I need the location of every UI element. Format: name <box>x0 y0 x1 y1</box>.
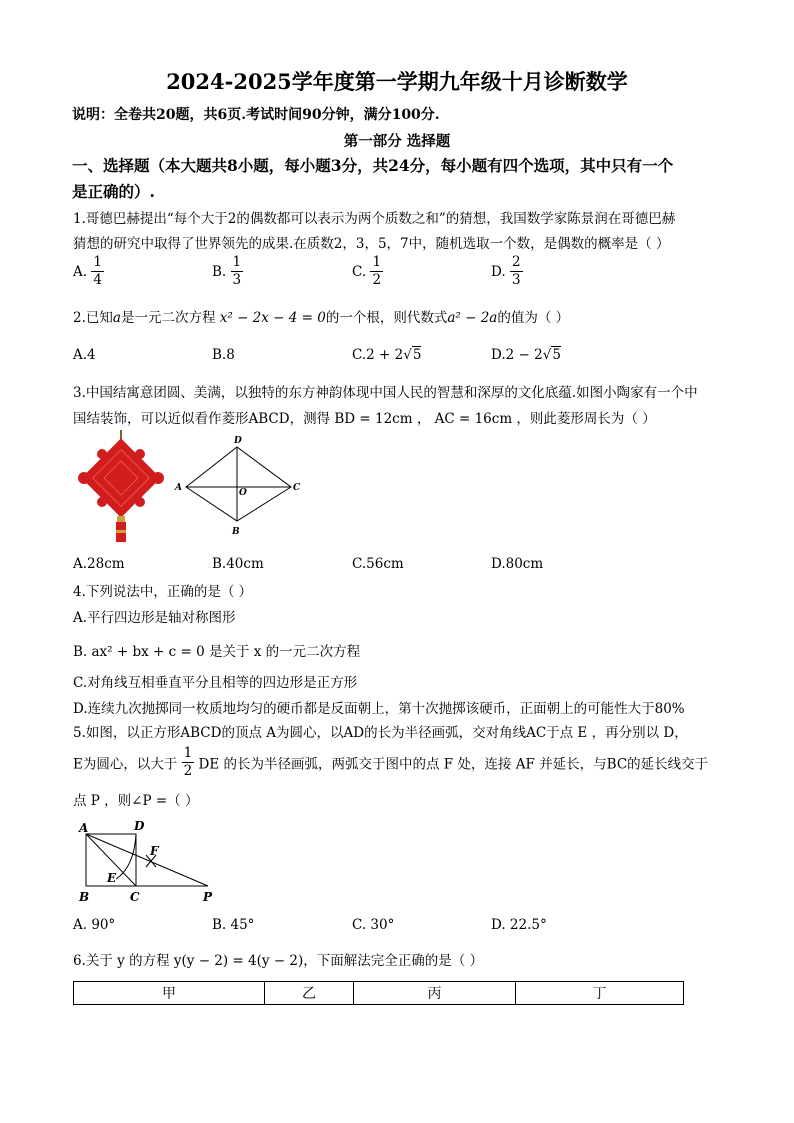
fraction <box>91 254 104 289</box>
fraction <box>231 254 244 289</box>
part-heading: 第一部分 选择题 <box>343 133 451 150</box>
table-header-ding: 丁 <box>516 982 684 1005</box>
radicand: 5 <box>412 347 422 363</box>
option-text: C.2 + 2 <box>352 347 404 363</box>
q6-stem: 6.关于 y 的方程 y(y − 2) = 4(y − 2)，下面解法完全正确的是（ ） <box>73 953 484 969</box>
table-header-jia: 甲 <box>74 982 265 1005</box>
q2-options <box>73 347 773 369</box>
q4-option-c: C.对角线互相垂直平分且相等的四边形是正方形 <box>73 675 358 691</box>
q5-stem-line2 <box>73 745 708 781</box>
point-label-c: C <box>293 483 301 493</box>
expression: a² − 2a <box>447 310 498 326</box>
point-label-c: C <box>130 890 140 904</box>
q5-stem-line3: 点 P ，则∠P =（ ） <box>73 793 199 809</box>
fraction <box>370 254 383 289</box>
table-row <box>74 982 684 1005</box>
q1-options <box>73 254 773 294</box>
point-label-e: E <box>107 871 117 885</box>
exam-note: 说明：全卷共20题，共6页.考试时间90分钟，满分100分. <box>72 107 440 123</box>
numerator: 1 <box>183 745 193 761</box>
text: E为圆心，以大于 <box>73 756 178 773</box>
section-heading-line1: 一、选择题（本大题共8小题，每小题3分，共24分，每小题有四个选项，其中只有一个 <box>72 156 674 175</box>
chinese-knot-image <box>78 430 164 542</box>
q4-option-a: A.平行四边形是轴对称图形 <box>73 610 236 626</box>
point-label-a: A <box>79 821 89 835</box>
q3-option-a: A.28cm <box>73 556 125 572</box>
option-text: D.2 − 2 <box>491 347 543 363</box>
point-label-b: B <box>232 527 240 537</box>
denominator: 2 <box>183 763 193 779</box>
section-heading-line2: 是正确的）. <box>72 182 155 201</box>
text: 2.已知 <box>73 310 113 326</box>
fraction <box>510 254 523 289</box>
q1-option-c <box>352 254 383 289</box>
point-label-f: F <box>150 844 159 858</box>
q5-option-b: B. 45° <box>212 917 255 933</box>
numerator: 1 <box>372 254 382 270</box>
denominator: 3 <box>232 272 242 288</box>
q5-stem-line1: 5.如图，以正方形ABCD的顶点 A为圆心，以AD的长为半径画弧，交对角线AC于点 E ，再分别以 D， <box>73 725 688 741</box>
q2-option-b: B.8 <box>212 347 235 363</box>
equation: x² − 2x − 4 = 0 <box>219 310 326 326</box>
numerator: 2 <box>511 254 521 270</box>
q4-option-b: B. ax² + bx + c = 0 是关于 x 的一元二次方程 <box>73 644 361 660</box>
q4-option-d: D.连续九次抛掷同一枚质地均匀的硬币都是反面朝上，第十次抛掷该硬币，正面朝上的可能性大于80% <box>73 701 685 717</box>
q3-figures <box>72 428 312 550</box>
q3-stem-line2: 国结装饰，可以近似看作菱形ABCD，测得 BD = 12cm ， AC = 16cm ，则此菱形周长为（ ） <box>73 411 656 427</box>
text: 的一个根，则代数式 <box>325 310 448 326</box>
q5-options <box>73 917 773 937</box>
q3-option-d: D.80cm <box>491 556 544 572</box>
radicand: 5 <box>552 347 561 363</box>
page-title: 2024-2025学年度第一学期九年级十月诊断数学 <box>166 69 628 94</box>
table-header-yi: 乙 <box>265 982 354 1005</box>
option-label: D. <box>491 263 506 280</box>
point-label-o: O <box>239 488 247 498</box>
q3-option-b: B.40cm <box>212 556 264 572</box>
numerator: 1 <box>232 254 242 270</box>
option-label: C. <box>352 263 367 280</box>
q5-option-c: C. 30° <box>352 917 395 933</box>
point-label-d: D <box>134 819 145 833</box>
q5-diagram <box>76 815 226 907</box>
q2-option-a: A.4 <box>73 347 96 363</box>
denominator: 3 <box>511 272 521 288</box>
option-label: A. <box>73 263 88 280</box>
q1-option-a <box>73 254 104 289</box>
q1-stem-line2: 猜想的研究中取得了世界领先的成果.在质数2，3，5，7中，随机选取一个数，是偶数的概率是（ ） <box>73 236 670 252</box>
option-label: B. <box>212 263 227 280</box>
variable: a <box>112 310 121 326</box>
point-label-a: A <box>175 483 182 493</box>
q2-option-d: D.2 − 2√5 <box>491 347 561 363</box>
fraction <box>182 745 195 780</box>
q3-options <box>73 556 773 576</box>
denominator: 2 <box>372 272 382 288</box>
text: DE 的长为半径画弧，两弧交于图中的点 F 处，连接 AF 并延长，与BC的延长线交于 <box>198 756 709 773</box>
point-label-p: P <box>203 890 213 904</box>
q3-stem-line1: 3.中国结寓意团圆、美满，以独特的东方神韵体现中国人民的智慧和深厚的文化底蕴.如图小陶家有一个中 <box>73 385 698 401</box>
denominator: 4 <box>93 272 102 288</box>
q2-option-c: C.2 + 2√5 <box>352 347 422 363</box>
q1-option-b <box>212 254 243 289</box>
text: 是一元二次方程 <box>120 310 216 326</box>
q5-option-a: A. 90° <box>73 917 116 933</box>
q2-stem <box>73 306 569 326</box>
q6-solution-table <box>73 981 684 1005</box>
q5-option-d: D. 22.5° <box>491 917 547 933</box>
point-label-d: D <box>234 436 242 446</box>
q1-option-d <box>491 254 523 289</box>
q3-option-c: C.56cm <box>352 556 404 572</box>
q1-stem-line1: 1.哥德巴赫提出“每个大于2的偶数都可以表示为两个质数之和”的猜想，我国数学家陈景润在哥德巴赫 <box>73 211 676 227</box>
numerator: 1 <box>93 254 102 270</box>
text: 的值为（ ） <box>497 310 570 326</box>
table-header-bing: 丙 <box>354 982 516 1005</box>
q4-stem: 4.下列说法中，正确的是（ ） <box>73 584 253 600</box>
rhombus-diagram <box>186 447 291 521</box>
point-label-b: B <box>79 890 90 904</box>
